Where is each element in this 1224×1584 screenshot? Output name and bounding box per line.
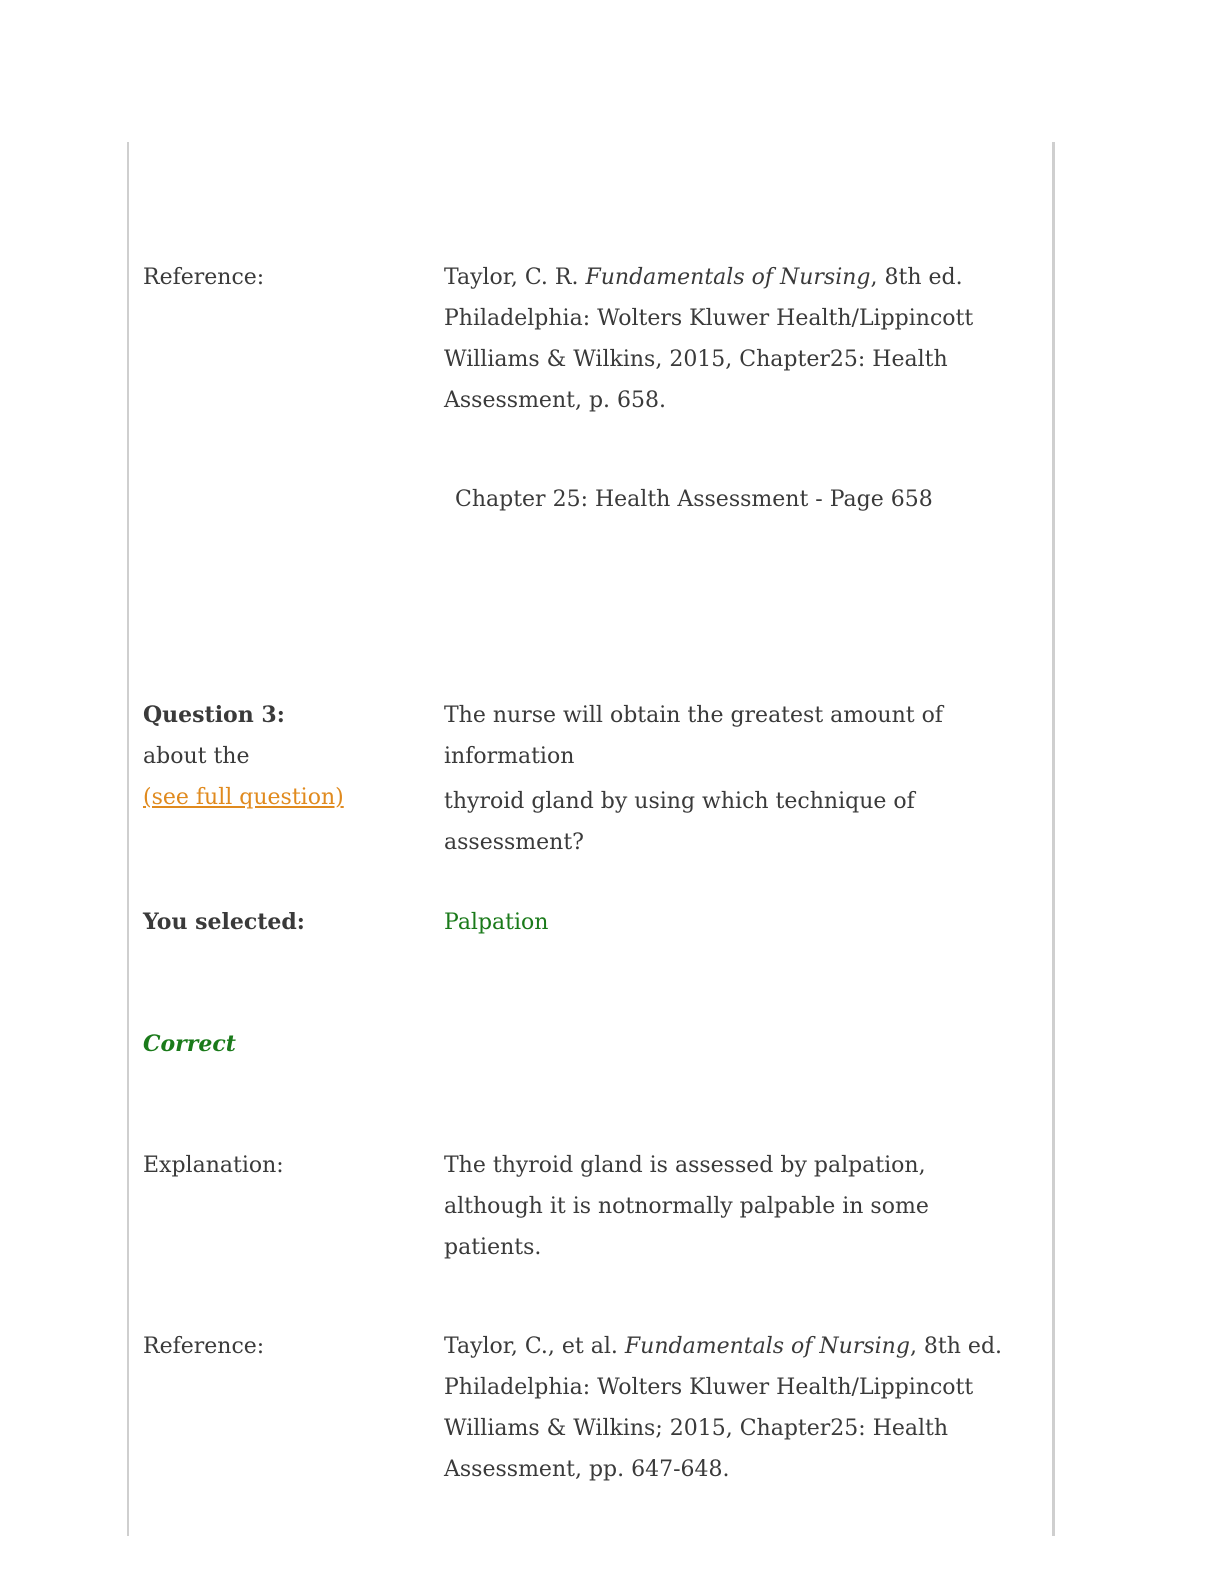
reference2-citation-line-4: Assessment, pp. 647-648. bbox=[444, 1457, 730, 1482]
result-status: Correct bbox=[143, 1031, 236, 1057]
reference2-citation-line-2: Philadelphia: Wolters Kluwer Health/Lippincott bbox=[444, 1375, 974, 1400]
reference-book-title: Fundamentals of Nursing bbox=[585, 265, 871, 290]
explanation-text bbox=[444, 1145, 1044, 1268]
explanation-line-3: patients. bbox=[444, 1235, 542, 1260]
see-full-question-link[interactable]: (see full question) bbox=[143, 785, 344, 810]
explanation-line-1: The thyroid gland is assessed by palpation, bbox=[444, 1153, 926, 1178]
you-selected-label: You selected: bbox=[143, 909, 305, 935]
selected-answer: Palpation bbox=[444, 910, 549, 935]
reference2-citation-line-3: Williams & Wilkins; 2015, Chapter25: Health bbox=[444, 1416, 949, 1441]
reference2-citation-line-1 bbox=[444, 1326, 1044, 1367]
chapter-page-note: Chapter 25: Health Assessment - Page 658 bbox=[455, 487, 933, 512]
reference-citation bbox=[444, 257, 1044, 421]
reference2-author: Taylor, C., et al. bbox=[444, 1334, 625, 1359]
right-frame-border bbox=[1052, 142, 1055, 1536]
reference2-edition: , 8th ed. bbox=[909, 1334, 1003, 1359]
question-label-continuation: about the bbox=[143, 744, 250, 769]
question-text-line-1: The nurse will obtain the greatest amount of information bbox=[444, 703, 943, 769]
reference-citation-line-2: Philadelphia: Wolters Kluwer Health/Lippincott bbox=[444, 306, 974, 331]
explanation-line-2: although it is notnormally palpable in some bbox=[444, 1194, 929, 1219]
reference-citation-line-4: Assessment, p. 658. bbox=[444, 388, 666, 413]
question-label: Question 3: bbox=[143, 702, 285, 728]
reference-author: Taylor, C. R. bbox=[444, 265, 586, 290]
reference2-book-title: Fundamentals of Nursing bbox=[624, 1334, 910, 1359]
reference-citation-line-1 bbox=[444, 257, 1044, 298]
reference-label-2: Reference: bbox=[143, 1334, 265, 1359]
reference-edition: , 8th ed. bbox=[870, 265, 963, 290]
reference-label: Reference: bbox=[143, 265, 265, 290]
explanation-label: Explanation: bbox=[143, 1153, 284, 1178]
reference-citation-2 bbox=[444, 1326, 1044, 1490]
question-text-line-2: thyroid gland by using which technique of assessment? bbox=[444, 789, 915, 855]
left-frame-border bbox=[127, 142, 129, 1536]
reference-citation-line-3: Williams & Wilkins, 2015, Chapter25: Health bbox=[444, 347, 948, 372]
